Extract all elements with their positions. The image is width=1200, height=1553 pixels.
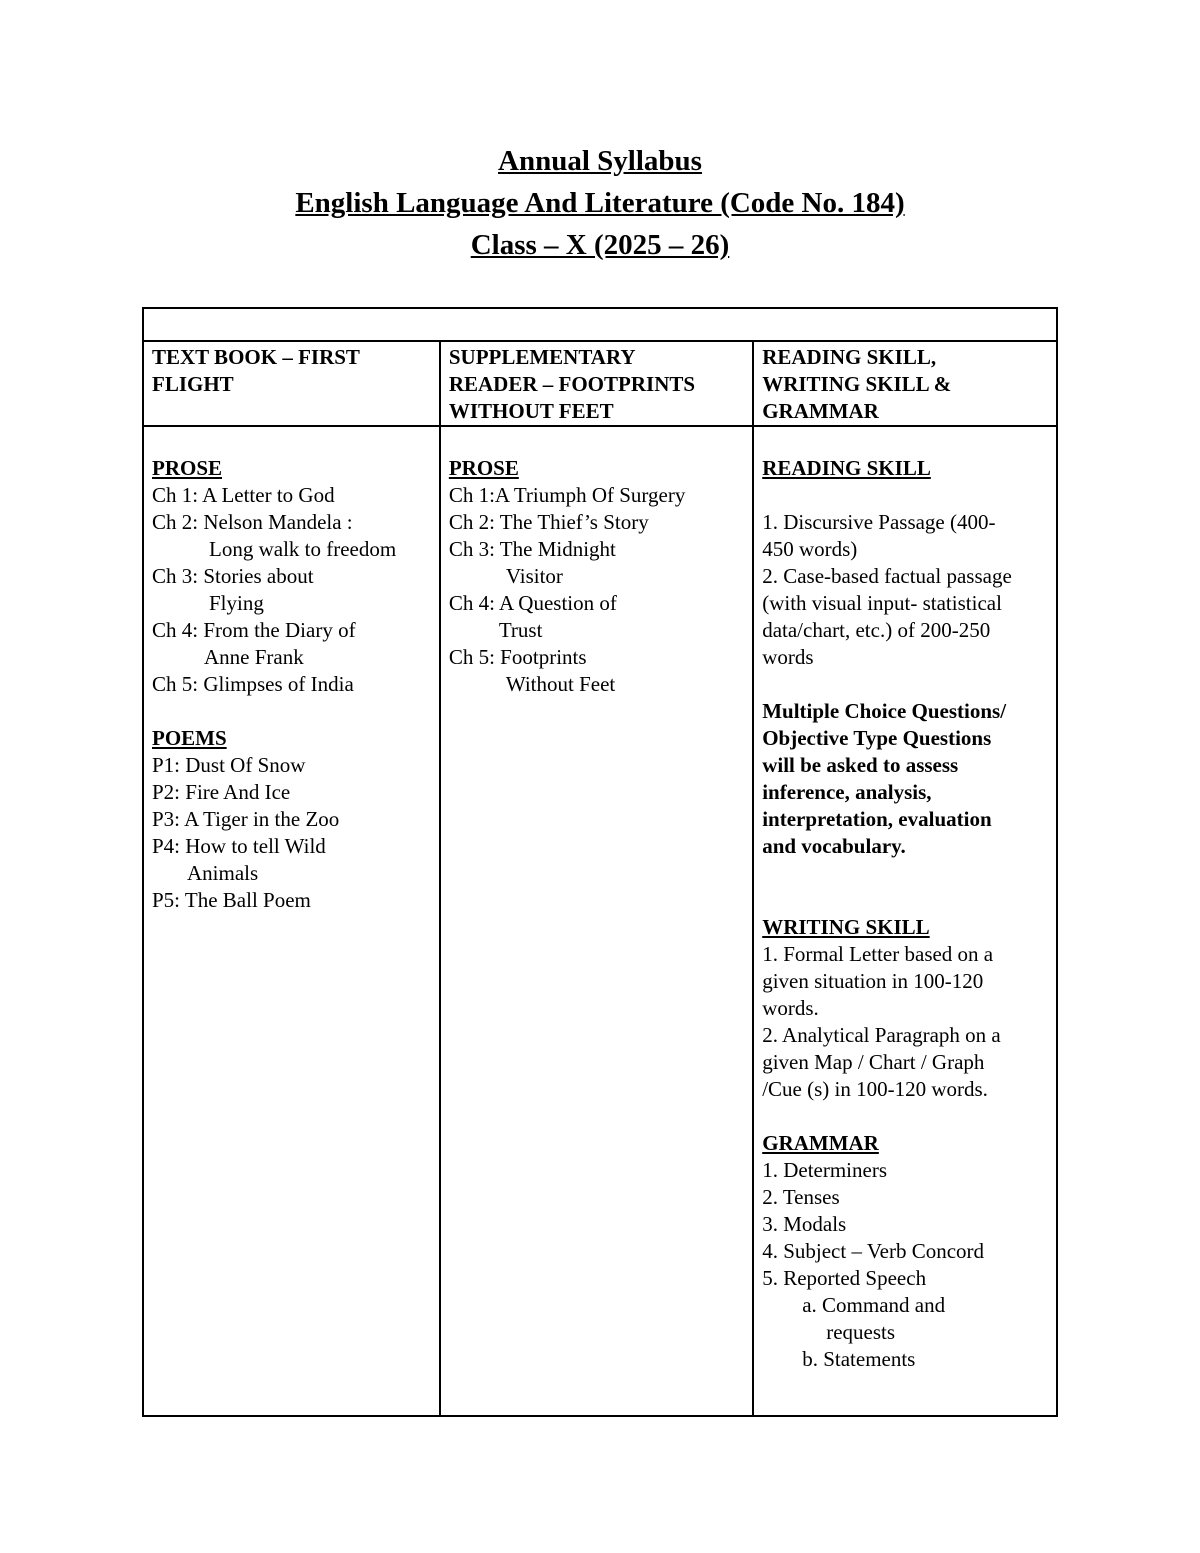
spacer [762,482,1048,509]
list-item: Anne Frank [204,645,304,669]
header-line: SUPPLEMENTARY [448,345,636,369]
header-footprints [440,341,753,426]
header-line: GRAMMAR [762,399,879,423]
header-skills-grammar [753,341,1057,426]
list-item: P4: How to tell Wild [152,834,326,858]
empty-cell [143,308,1057,341]
first-flight-cell [143,426,440,1416]
list-item: P1: Dust Of Snow [152,753,306,777]
header-line: TEXT BOOK – FIRST [152,345,360,369]
list-item: Ch 5: Glimpses of India [152,672,354,696]
list-item: Flying [209,591,264,615]
list-item: /Cue (s) in 100-120 words. [762,1077,988,1101]
skills-grammar-cell [753,426,1057,1416]
list-item: P5: The Ball Poem [152,888,311,912]
footprints-cell [440,426,753,1416]
list-item: P2: Fire And Ice [152,780,291,804]
list-item: Visitor [505,564,563,588]
header-line: READER – FOOTPRINTS [448,372,696,396]
list-item: 2. Case-based factual passage [762,564,1012,588]
table-header-row [143,341,1057,426]
header-line: WRITING SKILL & [762,372,952,396]
list-item: given situation in 100-120 [762,969,984,993]
list-item: given Map / Chart / Graph [762,1050,985,1074]
list-item: 450 words) [762,537,858,561]
list-item: words. [762,996,819,1020]
title-block [0,140,1200,266]
list-item: Long walk to freedom [209,537,397,561]
header-first-flight [143,341,440,426]
list-item: (with visual input- statistical [762,591,1002,615]
spacer [762,860,1048,914]
syllabus-table [142,307,1058,1417]
spacer [762,671,1048,698]
header-line: READING SKILL, [762,345,937,369]
list-item: 2. Analytical Paragraph on a [762,1023,1001,1047]
note-line: Objective Type Questions [762,726,992,750]
list-item: Ch 1: A Letter to God [152,483,335,507]
list-item: Ch 1:A Triumph Of Surgery [448,483,686,507]
list-item: Without Feet [505,672,616,696]
prose-heading: PROSE [152,456,223,480]
header-line: FLIGHT [152,372,234,396]
list-item: 1. Formal Letter based on a [762,942,994,966]
spacer [152,698,431,725]
table-empty-row [143,308,1057,341]
list-item: b. Statements [802,1347,916,1371]
list-item: 4. Subject – Verb Concord [762,1239,985,1263]
note-line: interpretation, evaluation [762,807,992,831]
list-item: 3. Modals [762,1212,847,1236]
prose-heading: PROSE [448,456,519,480]
list-item: Ch 4: A Question of [448,591,617,615]
list-item: Ch 5: Footprints [448,645,587,669]
list-item: Ch 3: Stories about [152,564,314,588]
poems-heading: POEMS [152,726,227,750]
list-item: words [762,645,814,669]
list-item: a. Command and [802,1293,946,1317]
header-line: WITHOUT FEET [448,399,614,423]
list-item: 2. Tenses [762,1185,840,1209]
list-item: Ch 2: The Thief’s Story [448,510,649,534]
title-subject: English Language And Literature (Code No. 184) [295,187,905,219]
list-item: data/chart, etc.) of 200-250 [762,618,991,642]
table-body-row [143,426,1057,1416]
list-item: P3: A Tiger in the Zoo [152,807,340,831]
writing-skill-heading: WRITING SKILL [762,915,930,939]
list-item: 1. Determiners [762,1158,887,1182]
note-line: will be asked to assess [762,753,959,777]
list-item: Ch 4: From the Diary of [152,618,356,642]
note-line: Multiple Choice Questions/ [762,699,1007,723]
list-item: Trust [498,618,543,642]
title-class: Class – X (2025 – 26) [470,229,730,261]
list-item: 1. Discursive Passage (400- [762,510,996,534]
reading-skill-heading: READING SKILL [762,456,931,480]
note-line: inference, analysis, [762,780,932,804]
list-item: requests [826,1320,896,1344]
list-item: Ch 2: Nelson Mandela : [152,510,353,534]
mcq-note [762,698,1048,860]
note-line: and vocabulary. [762,834,906,858]
list-item: Animals [187,861,259,885]
grammar-heading: GRAMMAR [762,1131,879,1155]
title-annual-syllabus: Annual Syllabus [498,145,702,177]
list-item: 5. Reported Speech [762,1266,927,1290]
spacer [762,1103,1048,1130]
list-item: Ch 3: The Midnight [448,537,616,561]
